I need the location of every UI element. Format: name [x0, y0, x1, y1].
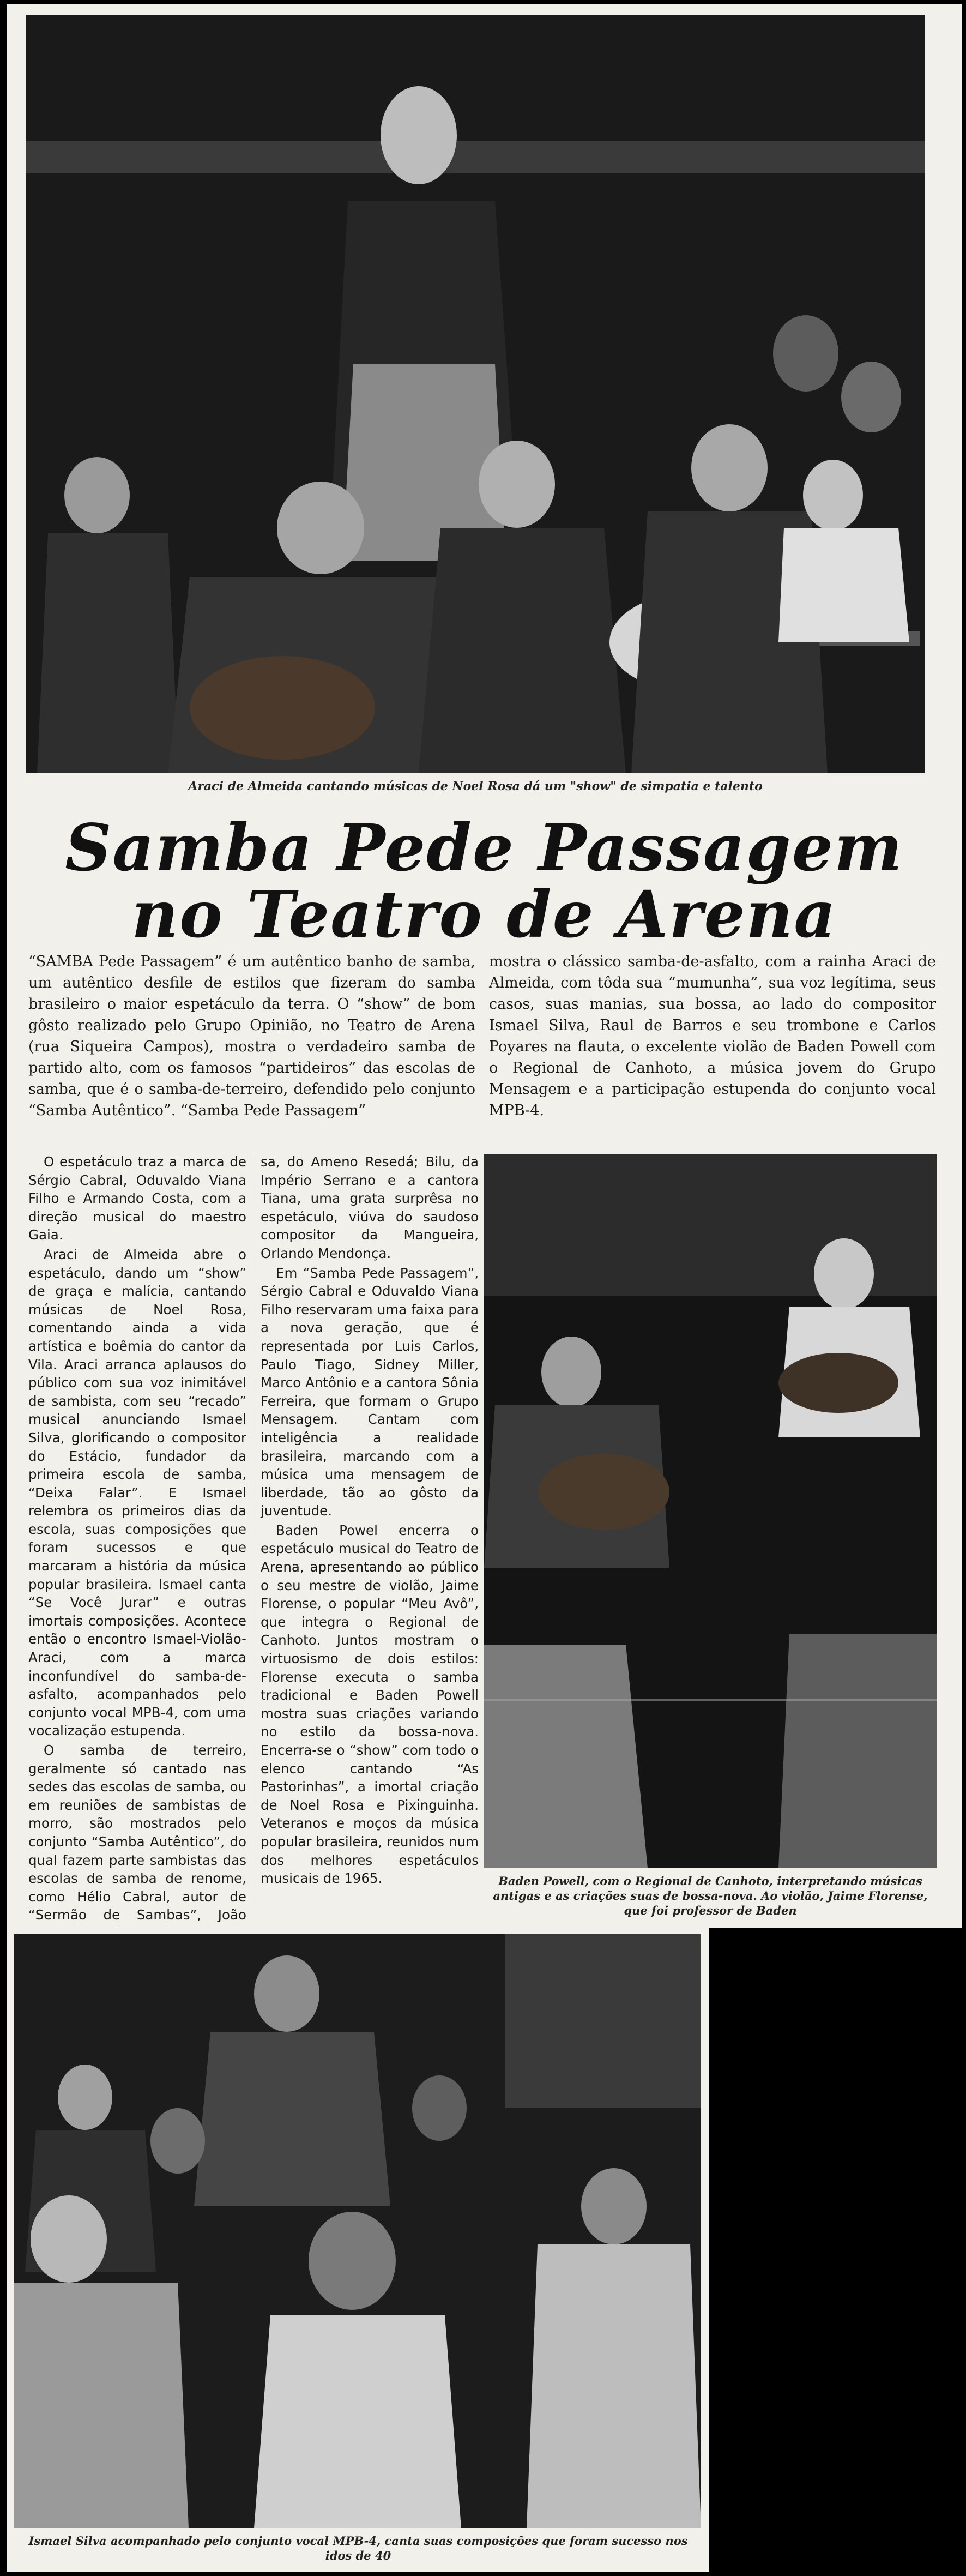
right-photo	[484, 1154, 937, 1868]
top-photo-caption: Araci de Almeida cantando músicas de Noel Rosa dá um "show" de simpatia e talento	[188, 779, 763, 793]
article-column-2	[261, 1153, 479, 1916]
headline-line-1: Samba Pede Passagem	[65, 810, 903, 886]
top-photo	[26, 15, 925, 773]
column-1-paragraph: Araci de Almeida abre o espetáculo, dando um “show” de graça e malícia, cantando músicas de Noel Rosa, comentando ainda a vida artística e boêmia do cantor da Vila. Araci arranca aplausos do público com sua voz inimitável de sambista, com seu “recado” musical anunciando Ismael Silva, glorificando o compositor do Estácio, fundador da primeira escola de samba, “Deixa Falar”. E Ismael relembra os primeiros dias da escola, suas composições que foram sucessos e que marcaram a história da música popular brasileira. Ismael canta “Se Você Jurar” e outras imortais composições. Acontece então o encontro Ismael-Violão-Araci, com a marca inconfundível do samba-de-asfalto, acompanhados pelo conjunto vocal MPB-4, com uma vocalização estupenda.	[28, 1246, 246, 1739]
right-photo-caption: Baden Powell, com o Regional de Canhoto, interpretando músicas antigas e as criações suas de bossa-nova. Ao violão, Jaime Florense, que foi professor de Baden	[493, 1874, 928, 1917]
bottom-photo	[14, 1934, 701, 2528]
column-1-paragraph: O samba de terreiro, geralmente só cantado nas sedes das escolas de samba, ou em reuniões de sambistas de morro, são mostrados pelo conjunto “Samba Autêntico”, do qual fazem parte sambistas das escolas de samba de renome, como Hélio Cabral, autor de “Sermão de Sambas”, João	[28, 1742, 246, 1923]
newspaper-page	[7, 4, 962, 1928]
column-2-paragraph: Em “Samba Pede Passagem”, Sérgio Cabral e Oduvaldo Viana Filho reservaram uma faixa para a nova geração, que é representada por Luis Carlos, Paulo Tiago, Sidney Miller, Marco Antônio e a cantora Sônia Ferreira, que formam o Grupo Mensagem. Cantam com inteligência a realidade brasileira, marcando com a música uma mensagem de liberdade, tão ao gôsto da juventude.	[261, 1265, 479, 1519]
column-1-paragraph: O espetáculo traz a marca de Sérgio Cabral, Oduvaldo Viana Filho e Armando Costa, com a direção musical do maestro Gaia.	[28, 1154, 246, 1243]
column-2-paragraph: Baden Powel encerra o espetáculo musical do Teatro de Arena, apresentando ao público o seu mestre de violão, Jaime Florense, o popular “Meu Avô”, que integra o Regional de Canhoto. Juntos mostram o virtuosismo de dois estilos: Florense executa o samba tradicional e Baden Powell mostra suas criações variando no estilo da bossa-nova. Encerra-se o “show” com todo o elenco cantando “As Pastorinhas”, a imortal criação de Noel Rosa e Pixinguinha. Veteranos e moços da música popular brasileira, reunidos num dos melhores espetáculos musicais de 1965.	[261, 1522, 479, 1887]
lead-paragraph-right: mostra o clássico samba-de-asfalto, com a rainha Araci de Almeida, com tôda sua “mumunha”, sua voz legítima, seus casos, suas manias, sua bossa, ao lado do compositor Ismael Silva, Raul de Barros e seu trombone e Carlos Poyares na flauta, o excelente violão de Baden Powell com o Regional de Canhoto, a música jovem do Grupo Mensagem e a participação estupenda do conjunto vocal MPB-4.	[489, 953, 936, 1119]
newspaper-page-continued	[7, 1928, 709, 2572]
lead-paragraph-left: “SAMBA Pede Passagem” é um autêntico banho de samba, um autêntico desfile de estilos que fizeram do samba brasileiro o maior espetáculo da terra. O “show” de bom gôsto realizado pelo Grupo Opinião, no Teatro de Arena (rua Siqueira Campos), mostra o verdadeiro samba de partido alto, com os famosos “partideiros” das escolas de samba, que é o samba-de-terreiro, defendido pelo conjunto “Samba Autêntico”. “Samba Pede Passagem”	[28, 953, 475, 1119]
bottom-photo-caption: Ismael Silva acompanhado pelo conjunto vocal MPB-4, canta suas composições que foram sucesso nos idos de 40	[28, 2534, 688, 2562]
column-2-paragraph: sa, do Ameno Resedá; Bilu, da Império Serrano e a cantora Tiana, uma grata surprêsa no espetáculo, viúva do saudoso compositor da Mangueira, Orlando Mendonça.	[261, 1154, 479, 1261]
headline-line-2: no Teatro de Arena	[131, 876, 837, 952]
article-column-1	[28, 1153, 246, 1923]
